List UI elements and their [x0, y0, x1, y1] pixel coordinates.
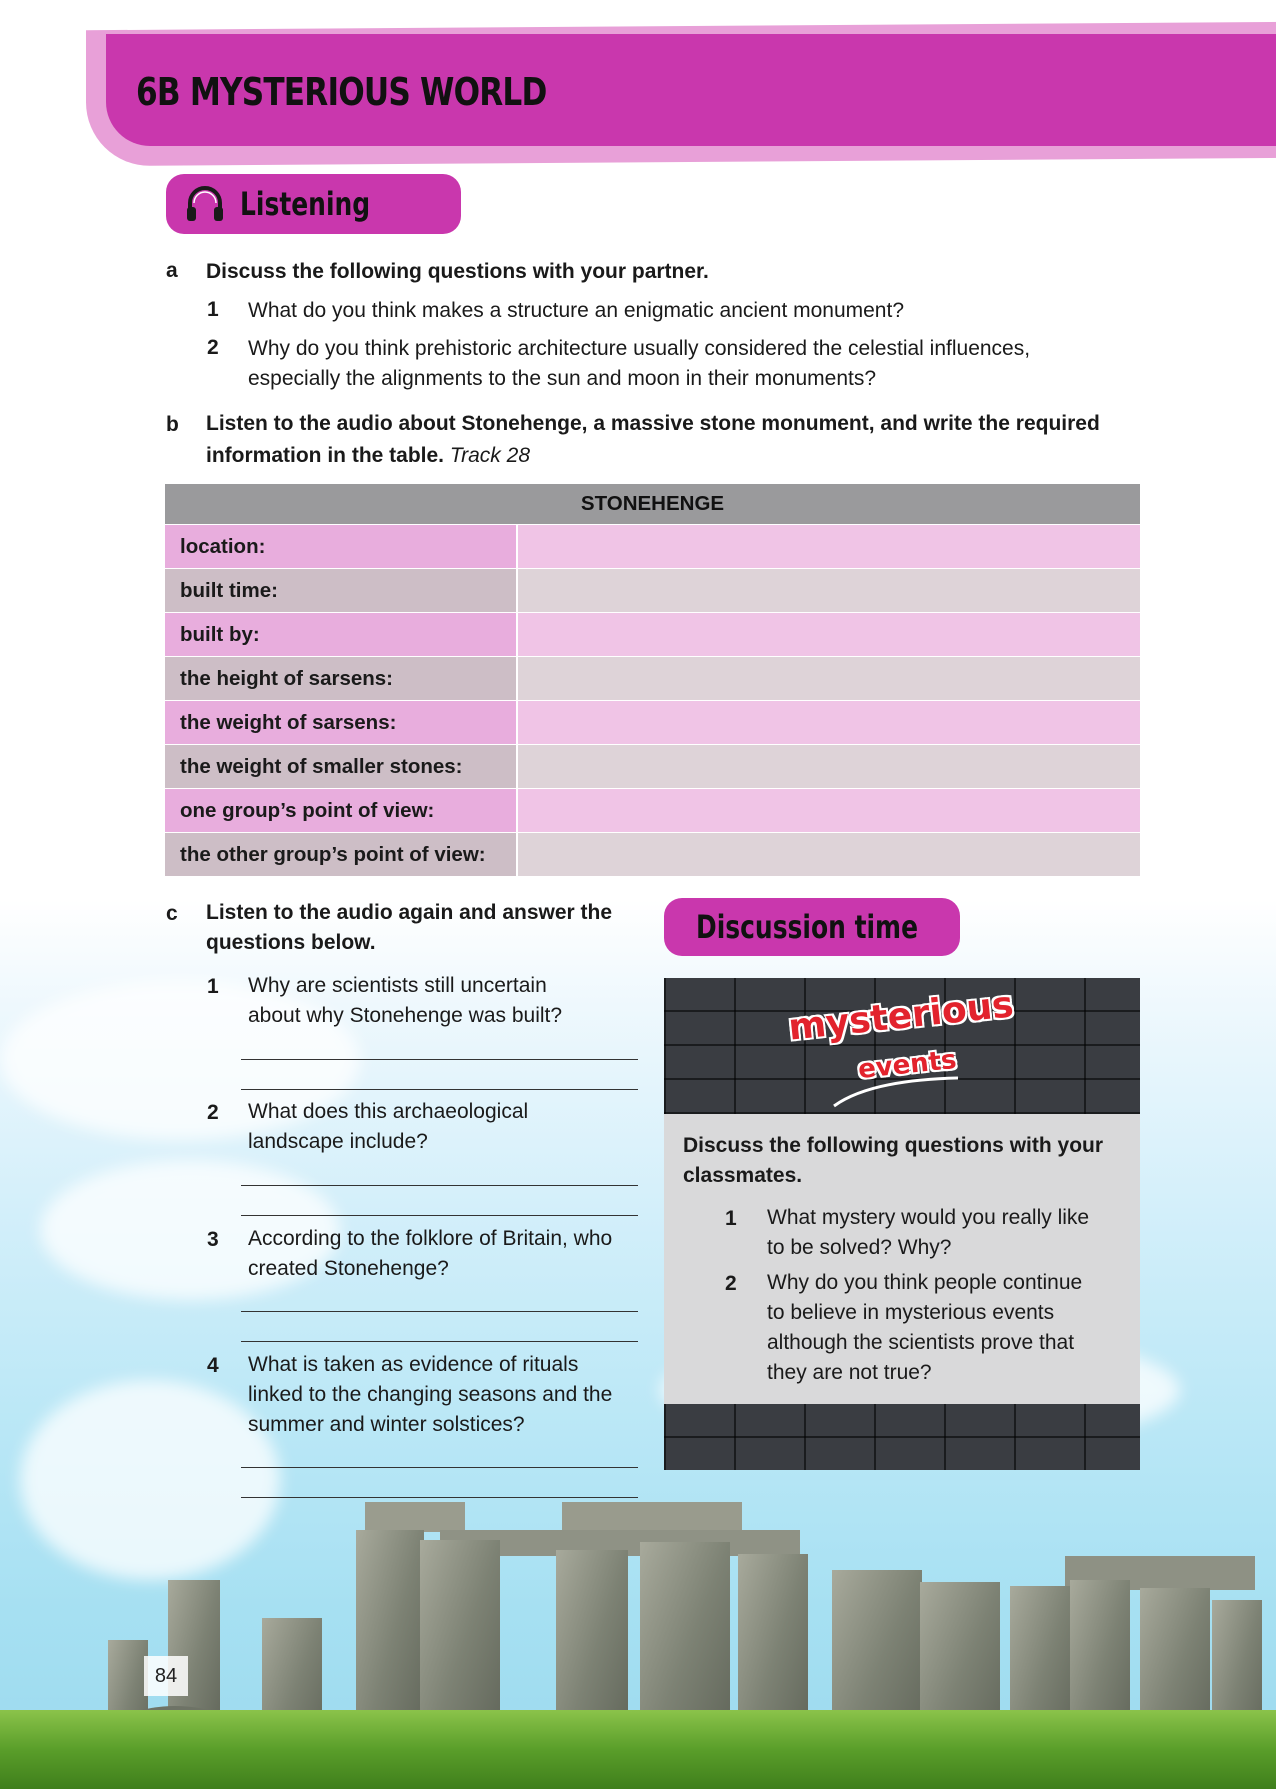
discussion-instruction: Discuss the following questions with your	[683, 1134, 1104, 1157]
answer-cell[interactable]	[517, 701, 1140, 745]
instruction-text	[206, 441, 530, 471]
question-number: 2	[207, 336, 219, 359]
question-text: created Stonehenge?	[248, 1257, 449, 1280]
page-title: 6B MYSTERIOUS WORLD	[136, 70, 547, 114]
table-row	[165, 525, 1140, 569]
question-text: although the scientists prove that	[767, 1331, 1075, 1354]
answer-cell[interactable]	[517, 569, 1140, 613]
section-heading-listening	[166, 174, 461, 234]
row-label: one group’s point of view:	[165, 789, 517, 833]
answer-cell[interactable]	[517, 525, 1140, 569]
question-text: linked to the changing seasons and the	[248, 1383, 613, 1406]
answer-line[interactable]	[241, 1185, 638, 1186]
row-label: location:	[165, 525, 517, 569]
instruction-text: Discuss the following questions with your partner.	[206, 260, 709, 283]
table-row	[165, 613, 1140, 657]
question-text: they are not true?	[767, 1361, 932, 1384]
graphic-title-word: events	[856, 1044, 958, 1086]
discussion-instruction: classmates.	[683, 1164, 803, 1187]
answer-line[interactable]	[241, 1497, 638, 1498]
question-text: Why do you think prehistoric architecture usually considered the celestial influences,	[248, 337, 1031, 360]
question-text: about why Stonehenge was built?	[248, 1004, 563, 1027]
question-number: 3	[207, 1228, 219, 1251]
question-text: What mystery would you really like	[767, 1206, 1090, 1229]
answer-cell[interactable]	[517, 613, 1140, 657]
grass	[0, 1710, 1276, 1789]
table-row	[165, 833, 1140, 877]
question-text: summer and winter solstices?	[248, 1413, 525, 1436]
question-text: to be solved? Why?	[767, 1236, 952, 1259]
question-number: 1	[207, 975, 219, 998]
answer-line[interactable]	[241, 1467, 638, 1468]
page-number: 84	[144, 1656, 188, 1696]
instruction-text: Listen to the audio about Stonehenge, a massive stone monument, and write the required	[206, 412, 1100, 435]
question-number: 2	[207, 1101, 219, 1124]
instruction-text: questions below.	[206, 931, 376, 954]
item-letter: a	[166, 259, 178, 282]
table-row	[165, 745, 1140, 789]
answer-line[interactable]	[241, 1059, 638, 1060]
graphic-title-word: mysterious	[786, 984, 1016, 1049]
item-letter: b	[166, 413, 179, 436]
table-row	[165, 701, 1140, 745]
question-number: 2	[725, 1272, 737, 1295]
table-row	[165, 569, 1140, 613]
question-text: According to the folklore of Britain, who	[248, 1227, 613, 1250]
question-text: What do you think makes a structure an enigmatic ancient monument?	[248, 299, 905, 322]
answer-line[interactable]	[241, 1311, 638, 1312]
row-label: the height of sarsens:	[165, 657, 517, 701]
row-label: the weight of sarsens:	[165, 701, 517, 745]
question-text: Why are scientists still uncertain	[248, 974, 547, 997]
row-label: the other group’s point of view:	[165, 833, 517, 877]
stonehenge-table	[165, 484, 1140, 876]
question-number: 4	[207, 1354, 219, 1377]
section-label: Discussion time	[696, 908, 918, 946]
headphones-icon	[184, 183, 226, 225]
row-label: built time:	[165, 569, 517, 613]
row-label: the weight of smaller stones:	[165, 745, 517, 789]
row-label: built by:	[165, 613, 517, 657]
answer-cell[interactable]	[517, 657, 1140, 701]
section-label: Listening	[240, 185, 371, 223]
question-text: landscape include?	[248, 1130, 428, 1153]
item-letter: c	[166, 902, 178, 925]
answer-cell[interactable]	[517, 833, 1140, 877]
section-heading-discussion	[664, 898, 960, 956]
answer-cell[interactable]	[517, 789, 1140, 833]
brick-wall-graphic	[664, 1404, 1140, 1470]
instruction-text-part: information in the table.	[206, 444, 445, 467]
question-text: What does this archaeological	[248, 1100, 529, 1123]
table-header: STONEHENGE	[165, 484, 1140, 525]
question-text: Why do you think people continue	[767, 1271, 1083, 1294]
question-text: to believe in mysterious events	[767, 1301, 1055, 1324]
answer-line[interactable]	[241, 1215, 638, 1216]
question-text: What is taken as evidence of rituals	[248, 1353, 579, 1376]
instruction-text: Listen to the audio again and answer the	[206, 901, 613, 924]
answer-line[interactable]	[241, 1089, 638, 1090]
table-row	[165, 657, 1140, 701]
answer-line[interactable]	[241, 1341, 638, 1342]
question-number: 1	[207, 298, 219, 321]
table-row	[165, 789, 1140, 833]
track-label: Track 28	[449, 444, 530, 467]
question-number: 1	[725, 1207, 737, 1230]
answer-cell[interactable]	[517, 745, 1140, 789]
question-text: especially the alignments to the sun and moon in their monuments?	[248, 367, 877, 390]
swoosh-decoration	[830, 1070, 960, 1110]
